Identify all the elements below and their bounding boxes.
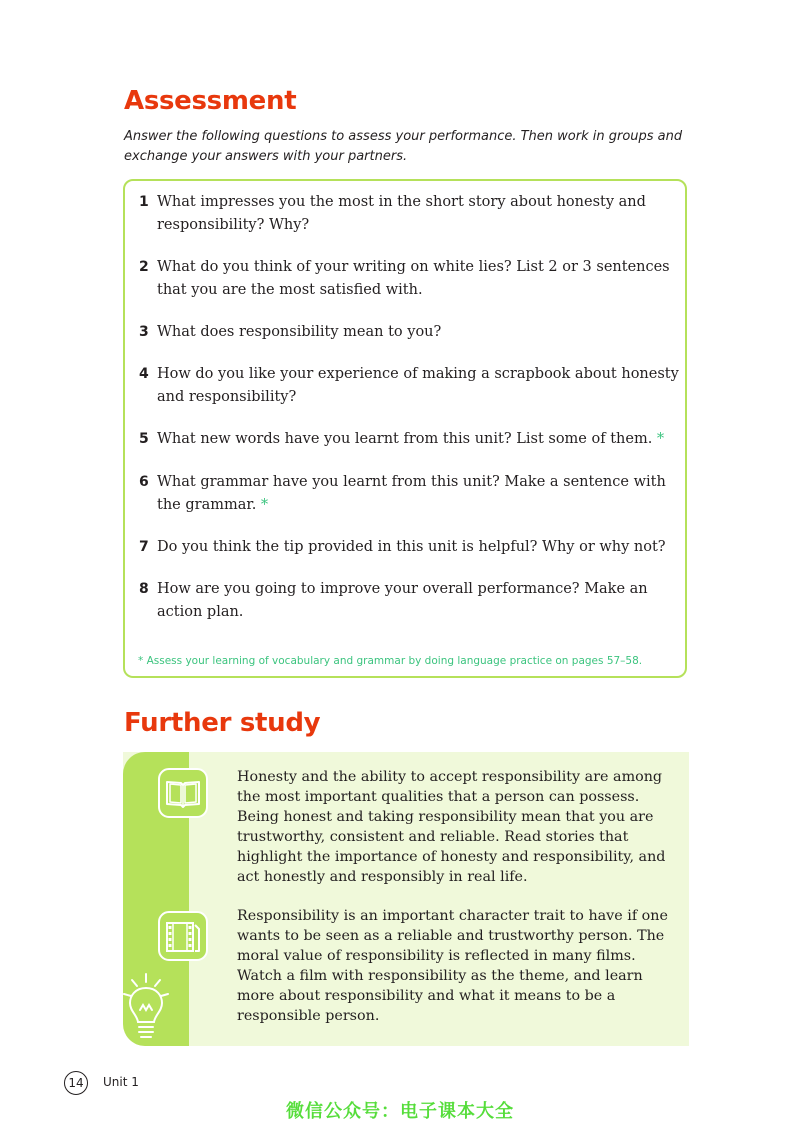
question-item xyxy=(139,191,679,237)
questions-box xyxy=(123,179,687,678)
question-text: What impresses you the most in the short story about honesty and responsibility? Why? xyxy=(157,194,646,233)
question-item xyxy=(139,578,679,624)
question-item xyxy=(139,471,679,517)
question-item xyxy=(139,321,679,344)
film-icon xyxy=(158,911,208,961)
question-number: 3 xyxy=(139,324,149,340)
question-text: How are you going to improve your overall performance? Make an action plan. xyxy=(157,581,648,620)
question-text: Do you think the tip provided in this unit is helpful? Why or why not? xyxy=(157,539,666,555)
question-text: How do you like your experience of making a scrapbook about honesty and responsibility? xyxy=(157,366,679,405)
assessment-intro: Answer the following questions to assess your performance. Then work in groups and exchange your answers with your partners. xyxy=(124,129,683,164)
question-item xyxy=(139,428,679,451)
question-item xyxy=(139,363,679,409)
question-text: What do you think of your writing on white lies? List 2 or 3 sentences that you are the most satisfied with. xyxy=(157,259,670,298)
page-number: 14 xyxy=(64,1071,88,1095)
further-study-paragraph: Honesty and the ability to accept responsibility are among the most important qualities that a person can possess. Being honest and taking responsibility mean that you are trustworthy, consistent and reliable. Read stories that highlight the importance of honesty and responsibility, and act honestly and responsibly in real life. xyxy=(237,769,666,885)
watermark: 微信公众号：电子课本大全 xyxy=(286,1101,514,1122)
question-number: 4 xyxy=(139,366,149,382)
question-text: What new words have you learnt from this unit? List some of them. * xyxy=(157,431,665,447)
question-number: 8 xyxy=(139,581,149,597)
question-text: What does responsibility mean to you? xyxy=(157,324,442,340)
question-text: What grammar have you learnt from this unit? Make a sentence with the grammar. * xyxy=(157,474,666,513)
assessment-footnote: * Assess your learning of vocabulary and grammar by doing language practice on pages 57–58. xyxy=(138,655,643,667)
lightbulb-icon xyxy=(120,970,180,1046)
assessment-title: Assessment xyxy=(124,86,297,116)
unit-label: Unit 1 xyxy=(103,1075,139,1089)
further-study-title: Further study xyxy=(124,708,321,738)
book-icon xyxy=(158,768,208,818)
question-number: 7 xyxy=(139,539,149,555)
question-item xyxy=(139,536,679,559)
further-study-paragraph: Responsibility is an important character trait to have if one wants to be seen as a reliable and trustworthy person. The moral value of responsibility is reflected in many films. Watch a film with responsibility as the theme, and learn more about responsibility and what it means to be a responsible person. xyxy=(237,908,668,1024)
footnote-star: * xyxy=(260,497,269,513)
question-number: 5 xyxy=(139,431,149,447)
footnote-star: * xyxy=(656,431,665,447)
question-number: 6 xyxy=(139,474,149,490)
question-item xyxy=(139,256,679,302)
question-number: 2 xyxy=(139,259,149,275)
question-number: 1 xyxy=(139,194,149,210)
